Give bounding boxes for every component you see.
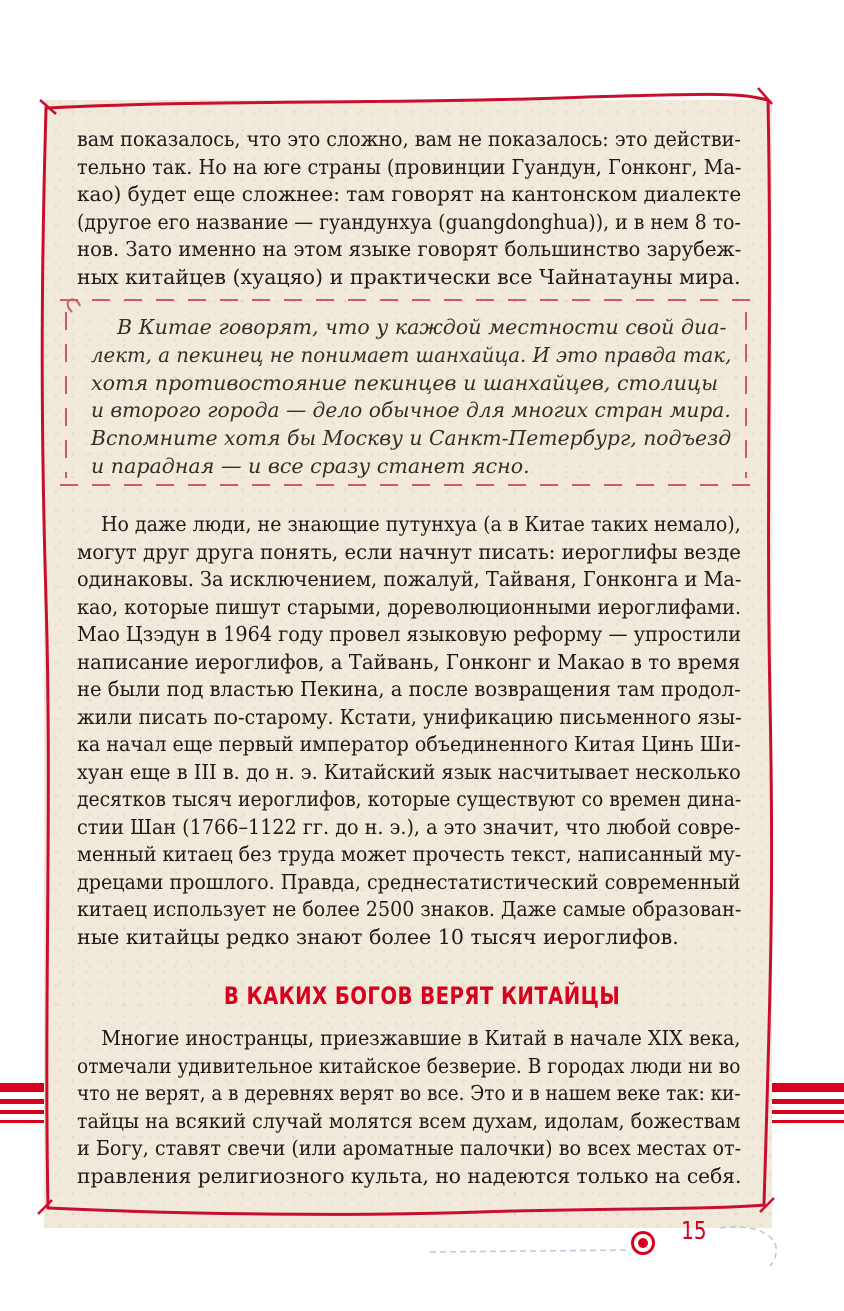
text-line: не были под властью Пекина, а после возвращения там продол- <box>77 677 741 701</box>
text-line: китаец использует не более 2500 знаков. Даже самые образован- <box>77 897 742 921</box>
paragraph-3 <box>77 1025 741 1190</box>
text-line: ных китайцев (хуацяо) и практически все Чайнатауны мира. <box>77 264 741 289</box>
text-line: что не верят, а в деревнях верят во все. Это и в нашем веке так: ки- <box>77 1081 741 1105</box>
text-line: написание иероглифов, а Тайвань, Гонконг и Макао в то время <box>77 649 741 674</box>
callout-note-text <box>91 314 731 481</box>
text-line: и Богу, ставят свечи (или ароматные палочки) во всех местах от- <box>77 1136 742 1160</box>
text-line: менный китаец без труда может прочесть текст, написанный му- <box>77 842 742 866</box>
text-line: као) будет еще сложнее: там говорят на кантонском диалекте <box>77 182 742 206</box>
paragraph-3-text <box>77 1025 741 1190</box>
page-marker-icon <box>631 1231 655 1255</box>
text-line: В Китае говорят, что у каждой местности свой диа- <box>117 315 727 339</box>
text-line: тельно так. Но на юге страны (провинции Гуандун, Гонконг, Ма- <box>77 154 742 179</box>
text-line: правления религиозного культа, но надеются только на себя. <box>77 1163 742 1188</box>
text-line: и второго города — дело обычное для многих стран мира. <box>91 398 731 423</box>
text-line: одинаковы. За исключением, пожалуй, Тайваня, Гонконга и Ма- <box>77 567 742 591</box>
text-line: Мао Цзэдун в 1964 году провел языковую реформу — упростили <box>77 622 742 646</box>
paragraph-2 <box>77 511 741 951</box>
text-line: ка начал еще первый император объединенного Китая Цинь Ши- <box>77 732 741 756</box>
callout-note <box>91 314 731 481</box>
text-line: нов. Зато именно на этом языке говорят большинство зарубеж- <box>77 237 742 261</box>
text-line: као, которые пишут старыми, дореволюционными иероглифами. <box>77 594 742 619</box>
text-line: стии Шан (1766–1122 гг. до н. э.), а это значит, что любой совре- <box>77 814 741 839</box>
paragraph-1-text <box>77 126 741 291</box>
text-line: Многие иностранцы, приезжавшие в Китай в начале XIX века, <box>101 1026 741 1050</box>
text-line: хуан еще в III в. до н. э. Китайский язык насчитывает несколько <box>77 759 741 784</box>
text-line: лект, а пекинец не понимает шанхайца. И это правда так, <box>91 342 732 367</box>
text-line: Но даже люди, не знающие путунхуа (а в Китае таких немало), <box>100 512 741 536</box>
paragraph-1 <box>77 126 741 291</box>
section-heading: В КАКИХ БОГОВ ВЕРЯТ КИТАЙЦЫ <box>223 982 621 1010</box>
text-line: Вспомните хотя бы Москву и Санкт-Петербург, подъезд <box>91 426 732 451</box>
text-line: жили писать по-старому. Кстати, унификацию письменного язы- <box>77 704 742 729</box>
text-line: ные китайцы редко знают более 10 тысяч иероглифов. <box>77 924 679 949</box>
text-line: могут друг друга понять, если начнут писать: иероглифы везде <box>77 539 741 564</box>
text-line: и парадная — и все сразу станет ясно. <box>91 453 530 478</box>
page-number: 15 <box>681 1216 707 1245</box>
text-line: хотя противостояние пекинцев и шанхайцев, столицы <box>91 370 718 395</box>
text-line: тайцы на всякий случай молятся всем духам, идолам, божествам <box>77 1108 741 1133</box>
paragraph-2-text <box>77 511 741 951</box>
text-line: отмечали удивительное китайское безверие. В городах люди ни во <box>77 1053 741 1078</box>
text-line: вам показалось, что это сложно, вам не показалось: это действи- <box>77 127 741 151</box>
text-line: десятков тысяч иероглифов, которые существуют со времен дина- <box>77 787 742 811</box>
text-line: (другое его название — гуандунхуа (guangdonghua)), и в нем 8 то- <box>77 209 741 234</box>
text-line: дрецами прошлого. Правда, среднестатистический современный <box>77 869 741 894</box>
